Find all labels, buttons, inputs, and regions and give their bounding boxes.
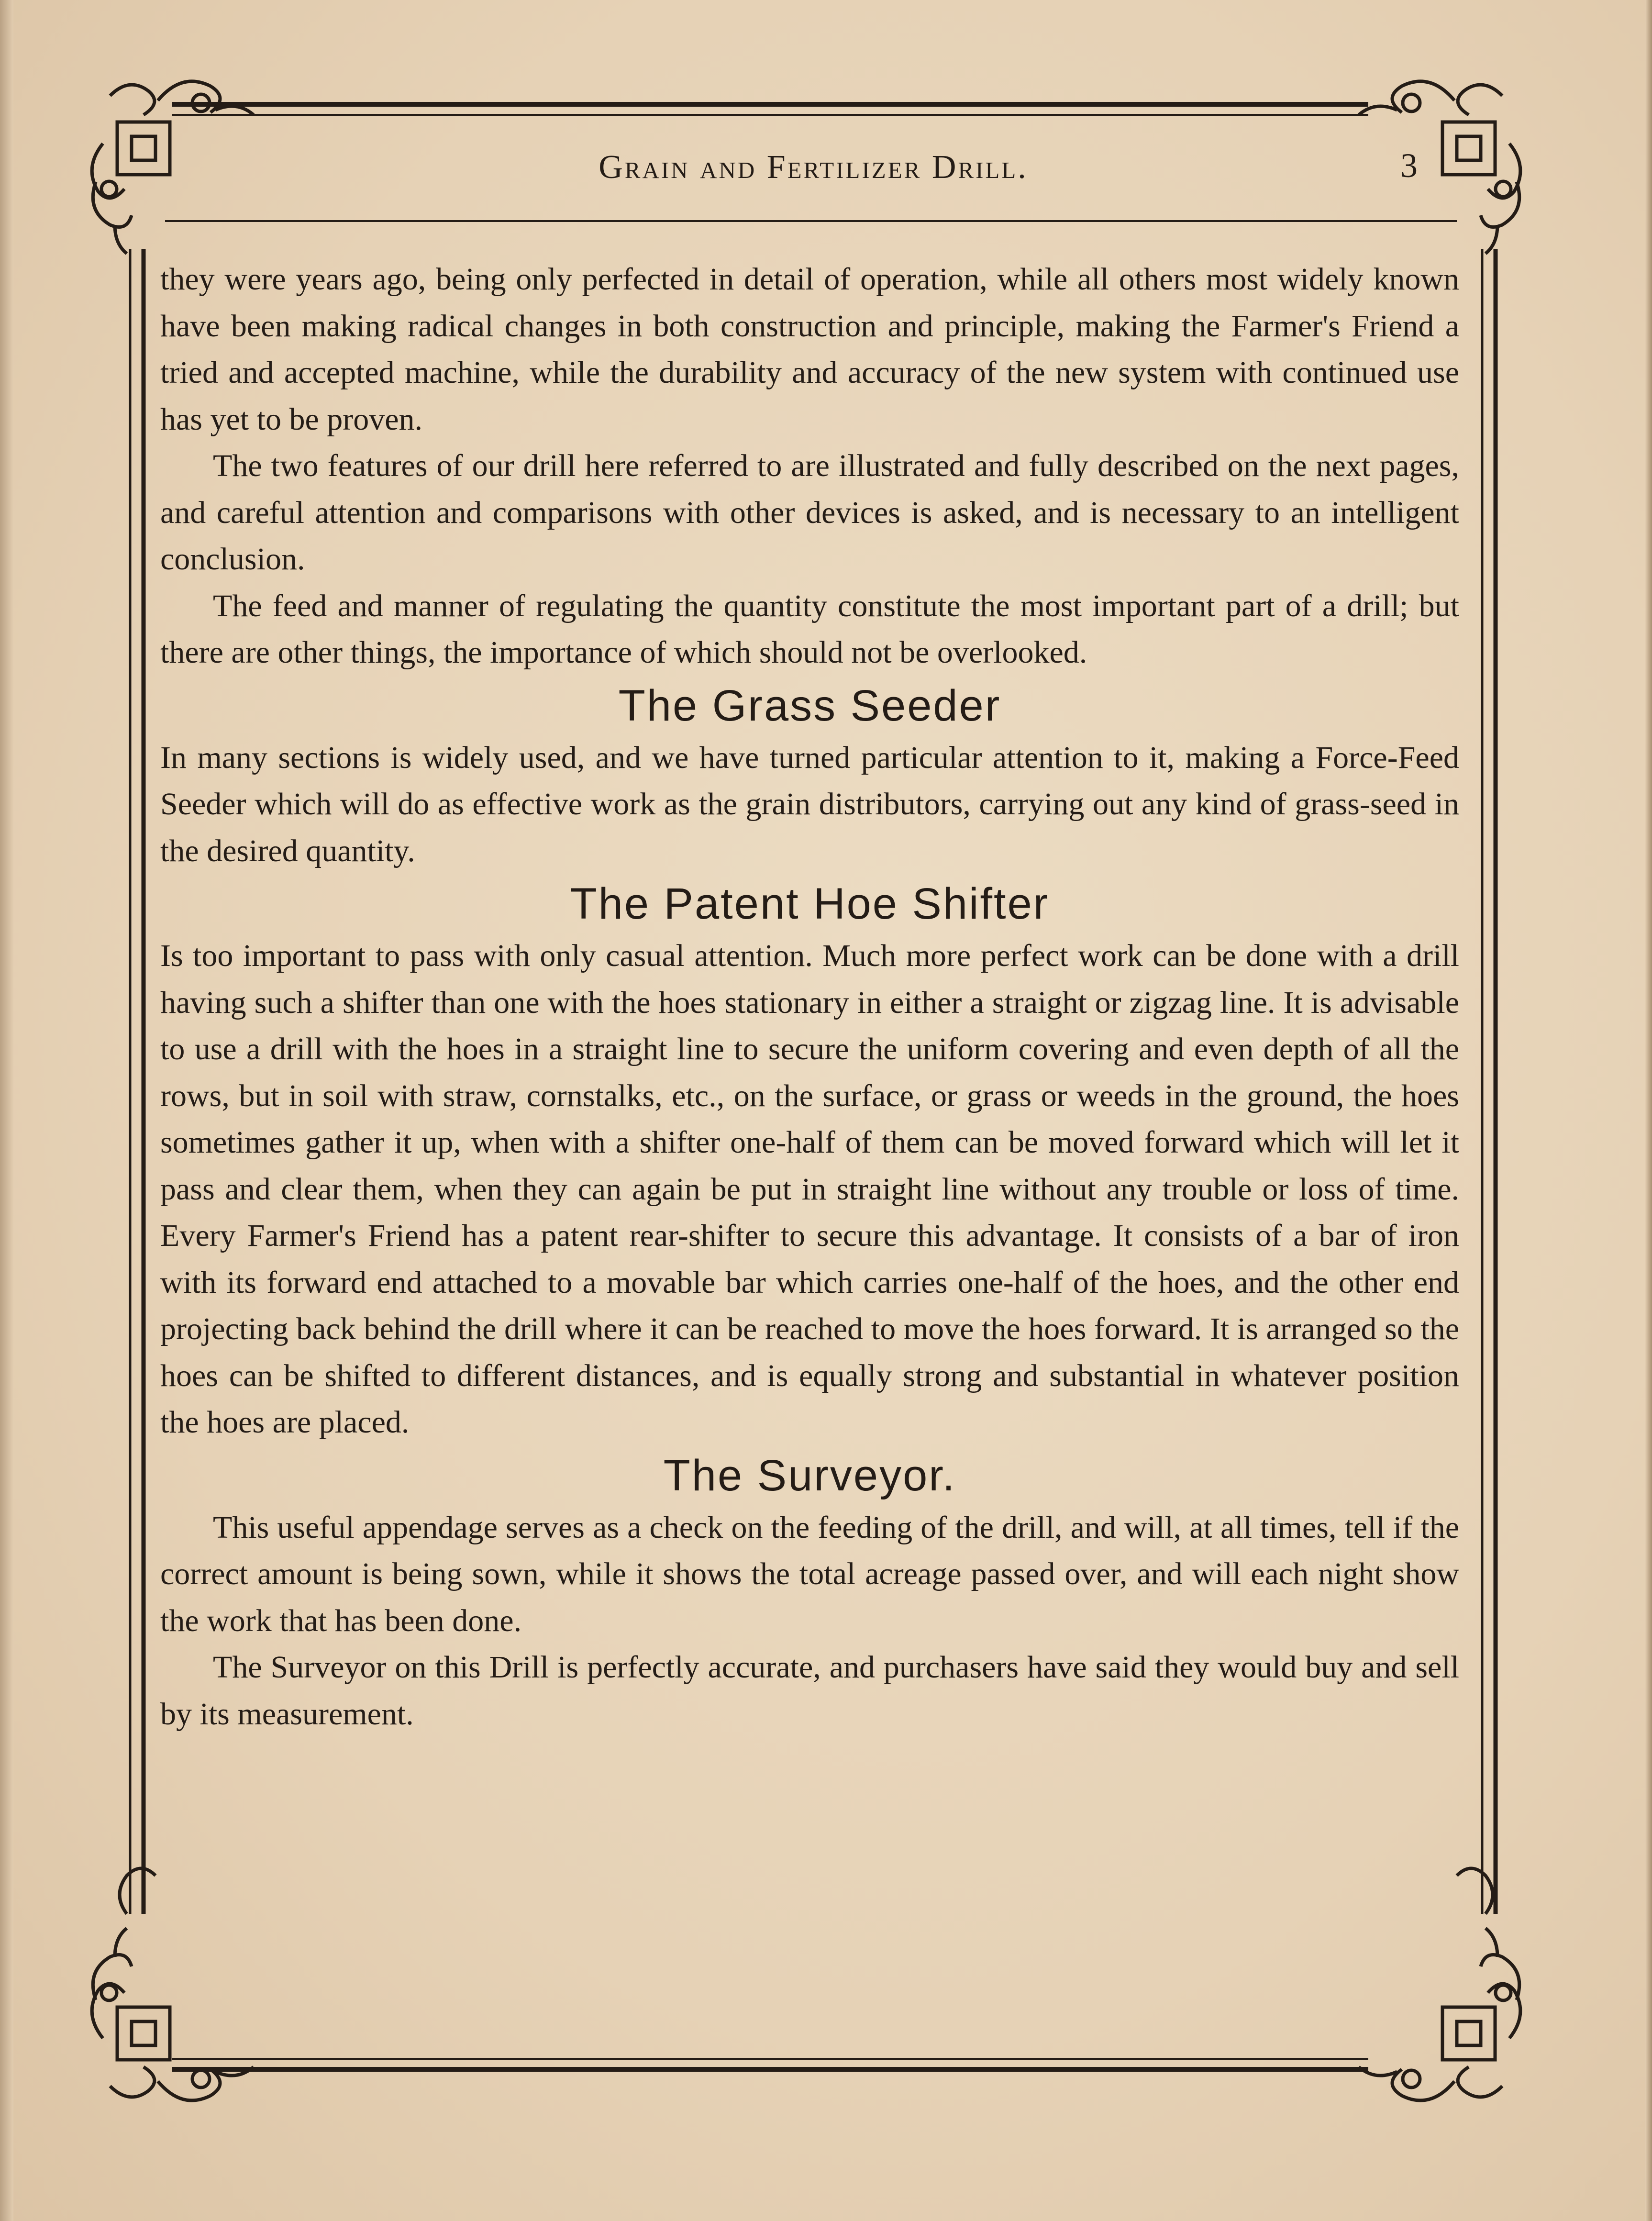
intro-paragraph-3: The feed and manner of regulating the quantity constitute the most important part of a drill; but there are other things, the importance of which should not be overlooked.: [160, 588, 1459, 670]
corner-ornament-bottom-left: [92, 1868, 254, 2100]
heading-surveyor: The Surveyor.: [663, 1451, 956, 1500]
intro-paragraph-1: they were years ago, being only perfected in detail of operation, while all others most widely known have been making radical changes in both construction and principle, making the Farmer's Friend a tried and accepted machine, while the durability and accuracy of the new system with continued use has yet to be proven.: [160, 262, 1459, 437]
heading-grass-seeder: The Grass Seeder: [618, 681, 1001, 730]
hoe-shifter-paragraph: Is too important to pass with only casual attention. Much more perfect work can be done with a drill having such a shifter than one with the hoes stationary in either a straight or zigzag line. It is advisable to use a drill with the hoes in a straight line to secure the uniform covering and even depth of all the rows, but in soil with straw, cornstalks, etc., on the surface, or grass or weeds in the ground, the hoes sometimes gather it up, when with a shifter one-half of them can be moved forward which will let it pass and clear them, when they can again be put in straight line without any trouble or loss of time. Every Farmer's Friend has a patent rear-shifter to secure this advantage. It consists of a bar of iron with its forward end attached to a movable bar which carries one-half of the hoes, and the other end projecting back behind the drill where it can be reached to move the hoes forward. It is arranged so the hoes can be shifted to different distances, and is equally strong and substantial in whatever position the hoes are placed.: [160, 938, 1459, 1440]
surveyor-paragraph-2: The Surveyor on this Drill is perfectly accurate, and purchasers have said they would buy and sell by its measurement.: [160, 1650, 1459, 1732]
surveyor-paragraph-1: This useful appendage serves as a check on the feeding of the drill, and will, at all times, tell if the correct amount is being sown, while it shows the total acreage passed over, and will each night show the work that has been done.: [160, 1510, 1459, 1638]
heading-patent-hoe-shifter: The Patent Hoe Shifter: [570, 879, 1050, 928]
corner-ornament-top-left: [92, 81, 254, 254]
grass-seeder-paragraph: In many sections is widely used, and we have turned particular attention to it, making a Force-Feed Seeder which will do as effective work as the grain distributors, carrying out any kind of grass-seed in the desired quantity.: [160, 740, 1459, 868]
page-body: [160, 256, 1459, 1737]
running-header-title: Grain and Fertilizer Drill.: [599, 149, 1028, 186]
page-number: 3: [1400, 146, 1418, 185]
intro-paragraph-2: The two features of our drill here referred to are illustrated and fully described on the next pages, and careful attention and comparisons with other devices is asked, and is necessary to an intelligent conclusion.: [160, 448, 1459, 577]
